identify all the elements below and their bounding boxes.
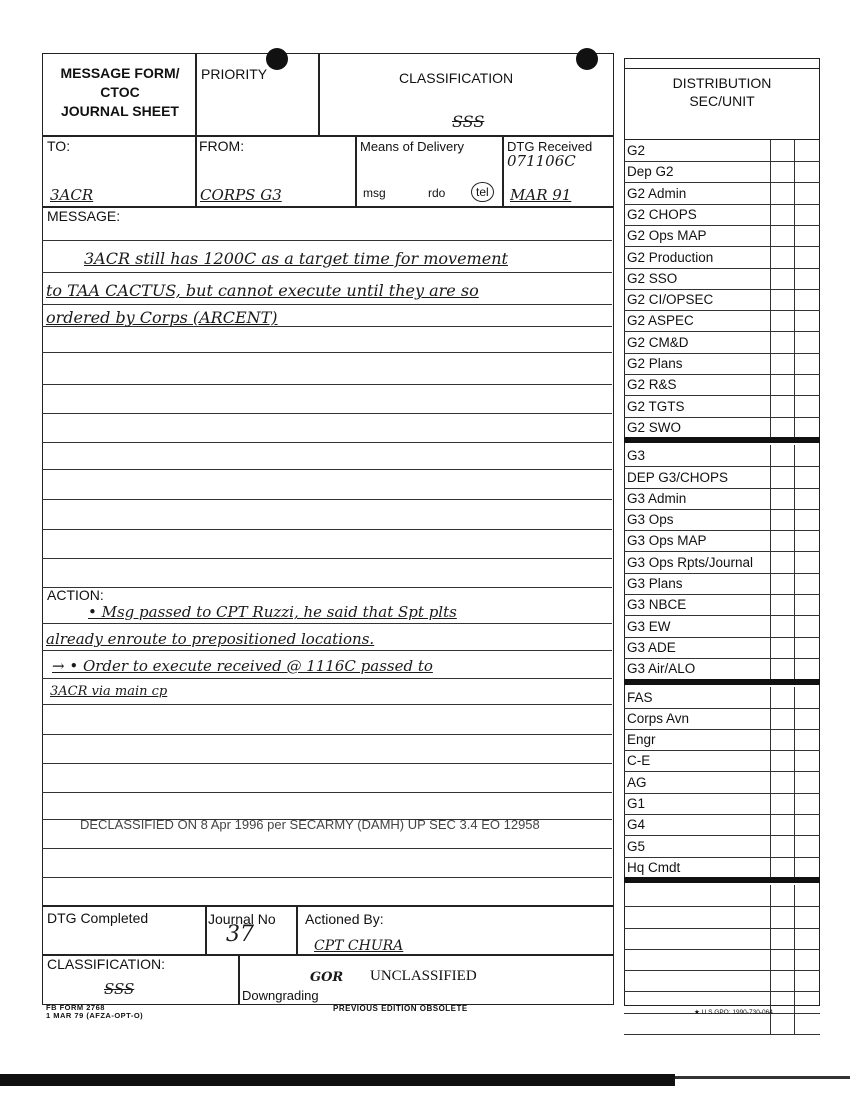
action-line-3: → • Order to execute received @ 1116C passed to (52, 657, 433, 675)
distribution-row-label: G2 Plans (627, 356, 683, 371)
distribution-row-g3 (624, 594, 820, 616)
scan-bar (0, 1074, 675, 1086)
distribution-row-blank (624, 949, 820, 971)
distribution-row-label: G3 Plans (627, 576, 683, 591)
actioned-by-value: CPT CHURA (314, 938, 404, 954)
punch-hole-right (576, 48, 598, 70)
actioned-by-label: Actioned By: (305, 911, 384, 927)
distribution-row-g3 (624, 467, 820, 489)
distribution-row-g2 (624, 396, 820, 418)
distribution-row-g2 (624, 204, 820, 226)
action-line-2: already enroute to prepositioned locations. (46, 630, 375, 648)
distribution-row-label: FAS (627, 689, 653, 705)
distribution-row-blank (624, 907, 820, 929)
action-line-4: 3ACR via main cp (50, 684, 168, 699)
classification-footer-struck: SSS (104, 980, 135, 998)
distribution-row-g3 (624, 509, 820, 531)
distribution-row-other (624, 836, 820, 858)
distribution-row-label: Dep G2 (627, 164, 674, 180)
distribution-row-blank (624, 1013, 820, 1035)
distribution-row-other (624, 729, 820, 751)
from-value: CORPS G3 (200, 186, 282, 204)
distribution-row-g3 (624, 530, 820, 552)
distribution-row-label: Hq Cmdt (627, 859, 681, 875)
unclassified-prefix: GOR (310, 970, 344, 985)
distribution-row-label: G2 Production (627, 249, 714, 265)
distribution-row-label: G3 NBCE (627, 597, 687, 613)
message-label: MESSAGE: (47, 208, 121, 224)
downgrading-label: Downgrading (242, 988, 319, 1003)
distribution-row-g2 (624, 332, 820, 354)
distribution-row-label: G1 (627, 796, 646, 811)
from-label: FROM: (199, 138, 245, 154)
to-label: TO: (47, 138, 71, 154)
message-line-3: ordered by Corps (ARCENT) (46, 308, 278, 327)
distribution-row-label: G3 ADE (627, 639, 676, 655)
distribution-row-g3 (624, 552, 820, 574)
distribution-row-other (624, 708, 820, 730)
dtg-received-label: DTG Received (507, 139, 593, 154)
distribution-row-label: G3 Air/ALO (627, 661, 696, 677)
form-number: FB FORM 2768 1 MAR 79 (AFZA-OPT-O) (46, 1003, 144, 1020)
message-line-1: 3ACR still has 1200C as a target time for movement (84, 249, 508, 268)
distribution-row-label: G5 (627, 838, 646, 854)
distribution-row-g3 (624, 445, 820, 467)
distribution-title: DISTRIBUTION SEC/UNIT (672, 75, 772, 109)
distribution-row-label: G2 Admin (627, 185, 687, 201)
form-title: MESSAGE FORM/ CTOC JOURNAL SHEET (60, 65, 180, 119)
previous-edition-note: PREVIOUS EDITION OBSOLETE (333, 1004, 468, 1013)
message-line-2: to TAA CACTUS, but cannot execute until they are so (46, 281, 479, 300)
distribution-row-g2 (624, 140, 820, 162)
classification-footer-label: CLASSIFICATION: (47, 956, 165, 972)
to-value: 3ACR (50, 186, 94, 204)
distribution-row-label: G2 Ops MAP (627, 228, 707, 244)
distribution-row-other (624, 772, 820, 794)
dtg-received-date: MAR 91 (510, 186, 572, 204)
distribution-row-label: Corps Avn (627, 710, 690, 726)
distribution-row-blank (624, 970, 820, 992)
distribution-row-other (624, 750, 820, 772)
punch-hole-left (266, 48, 288, 70)
unclassified-stamp: UNCLASSIFIED (370, 968, 477, 984)
distribution-row-g2 (624, 183, 820, 205)
distribution-row-label: G3 EW (627, 618, 671, 634)
distribution-row-label: G3 Admin (627, 490, 687, 506)
distribution-divider (624, 437, 820, 443)
distribution-row-label: AG (627, 774, 647, 790)
distribution-row-label: G3 Ops Rpts/Journal (627, 554, 754, 570)
action-label: ACTION: (47, 587, 104, 603)
distribution-row-label: G2 CHOPS (627, 206, 697, 222)
means-msg: msg (363, 186, 386, 200)
distribution-row-g2 (624, 268, 820, 290)
gpo-note: ★ U S GPO: 1990-730-064 (694, 1009, 773, 1016)
scan-bar-thin (675, 1076, 850, 1079)
dtg-completed-label: DTG Completed (47, 910, 149, 926)
distribution-row-label: G2 (627, 143, 646, 158)
distribution-row-label: G2 SSO (627, 270, 678, 286)
distribution-row-g2 (624, 417, 820, 439)
distribution-row-label: G2 R&S (627, 377, 677, 393)
distribution-divider (624, 679, 820, 685)
distribution-row-label: Engr (627, 732, 656, 748)
declassified-stamp: DECLASSIFIED ON 8 Apr 1996 per SECARMY (DAMH) UP SEC 3.4 EO 12958 (80, 817, 540, 832)
distribution-row-label: G2 TGTS (627, 398, 685, 414)
classification-label: CLASSIFICATION (399, 70, 514, 86)
distribution-row-label: G2 CI/OPSEC (627, 292, 714, 308)
distribution-row-g3 (624, 637, 820, 659)
distribution-row-g2 (624, 225, 820, 247)
distribution-divider (624, 877, 820, 883)
distribution-row-g3 (624, 616, 820, 638)
distribution-row-other (624, 793, 820, 815)
distribution-row-label: C-E (627, 753, 651, 769)
distribution-row-label: G2 ASPEC (627, 313, 694, 329)
distribution-row-blank (624, 928, 820, 950)
action-line-1: • Msg passed to CPT Ruzzi, he said that Spt plts (88, 603, 457, 621)
distribution-row-label: G4 (627, 817, 646, 833)
distribution-row-g3 (624, 573, 820, 595)
journal-no-value: 37 (226, 922, 254, 947)
distribution-row-label: G3 Ops (627, 512, 674, 528)
distribution-row-other (624, 687, 820, 709)
distribution-row-label: DEP G3/CHOPS (627, 469, 729, 485)
means-rdo: rdo (428, 186, 446, 200)
distribution-row-label: G2 SWO (627, 419, 682, 435)
distribution-row-g2 (624, 374, 820, 396)
distribution-row-blank (624, 885, 820, 907)
distribution-row-other (624, 814, 820, 836)
distribution-row-g3 (624, 488, 820, 510)
priority-label: PRIORITY (201, 66, 268, 82)
distribution-row-label: G2 CM&D (627, 334, 689, 350)
distribution-row-g2 (624, 310, 820, 332)
journal-no-label: Journal No (208, 911, 276, 927)
means-of-delivery-label: Means of Delivery (360, 139, 465, 154)
dtg-received-value: 071106C (507, 152, 576, 170)
distribution-row-label: G3 Ops MAP (627, 533, 707, 549)
distribution-row-g3 (624, 658, 820, 680)
distribution-row-other (624, 857, 820, 879)
classification-struck-value: SSS (452, 112, 485, 131)
distribution-row-label: G3 (627, 448, 646, 464)
means-tel-circled: tel (471, 182, 494, 202)
distribution-row-g2 (624, 353, 820, 375)
distribution-row-g2 (624, 247, 820, 269)
distribution-row-g2 (624, 289, 820, 311)
distribution-row-g2 (624, 161, 820, 183)
